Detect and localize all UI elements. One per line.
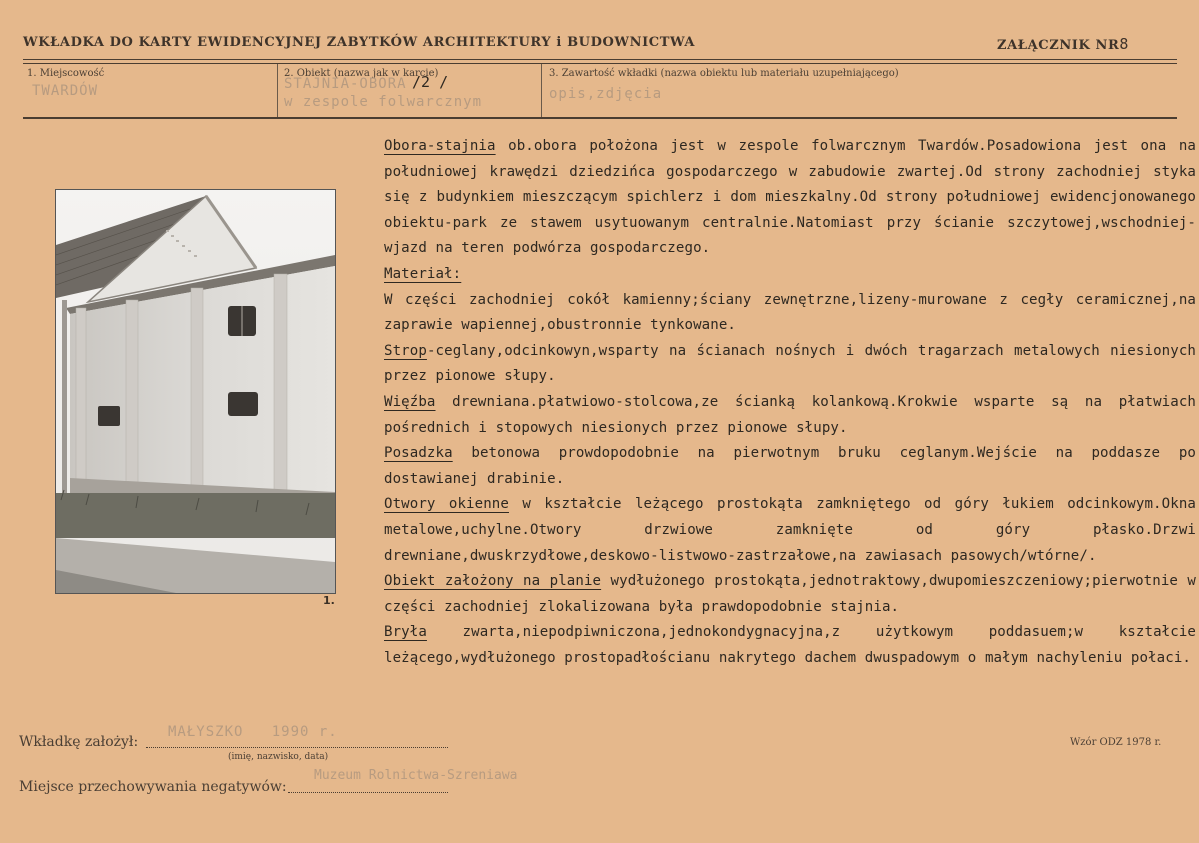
paragraph xyxy=(384,492,1196,569)
locality-label: 1. Miejscowość xyxy=(27,68,105,79)
paragraph-heading: Obiekt założony na planie xyxy=(384,573,602,590)
paragraph-text: -ceglany,odcinkowyn,wsparty na ścianach nośnych i dwóch tragarzach metalowych niesionych przez pionowe słupy. xyxy=(384,342,1196,385)
paragraph xyxy=(384,569,1196,620)
locality-value: TWARDÓW xyxy=(32,83,99,99)
paragraph-text: wydłużonego prostokąta,jednotraktowy,dwupomieszczeniowy;pierwotnie w części zachodniej zlokalizowana była prawdopodobnie stajnia. xyxy=(384,573,1196,615)
object-value-2: w zespole folwarcznym xyxy=(284,94,483,110)
author-value: MAŁYSZKO 1990 r. xyxy=(168,724,338,740)
contents-value: opis,zdjęcia xyxy=(549,86,663,102)
paragraph xyxy=(384,620,1196,671)
paragraph xyxy=(384,288,1196,339)
paragraph xyxy=(384,262,1196,288)
paragraph-heading: Strop xyxy=(384,342,427,359)
author-hint: (imię, nazwisko, data) xyxy=(228,752,329,762)
object-number: /2 / xyxy=(412,73,449,91)
description-text xyxy=(384,134,1196,671)
paragraph-text: W części zachodniej cokół kamienny;ściany zewnętrzne,lizeny-murowane z cegły ceramicznej,na zaprawie wapiennej,obustronnie tynkowane. xyxy=(384,291,1196,334)
attachment-label-text: ZAŁĄCZNIK NR xyxy=(997,38,1120,53)
fields-rule xyxy=(23,117,1177,119)
form-code: Wzór ODZ 1978 r. xyxy=(1070,737,1162,748)
paragraph xyxy=(384,134,1196,262)
building-photo xyxy=(55,189,336,594)
paragraph-text: zwarta,niepodpiwniczona,jednokondygnacyjna,z użytkowym poddasuem;w kształcie leżącego,wydłużonego prostopadłościanu nakrytego dachem dwuspadowym o małym nachyleniu połaci. xyxy=(384,624,1196,666)
object-label: 2. Obiekt (nazwa jak w karcie) xyxy=(284,68,439,79)
negatives-dotted-line xyxy=(288,792,448,793)
paragraph-text: w kształcie leżącego prostokąta zamkniętego od góry łukiem odcinkowym.Okna metalowe,uchylne.Otwory drzwiowe zamknięte od góry płasko.Drzwi drewniane,dwuskrzydłowe,deskowo-listwowo-zastrzałowe,na zawiasach pasowych/wtórne/. xyxy=(384,496,1196,564)
paragraph-heading: Bryła xyxy=(384,624,427,641)
negatives-value: Muzeum Rolnictwa-Szreniawa xyxy=(314,768,518,783)
paragraph-heading: Obora-stajnia xyxy=(384,138,496,154)
paragraph-text: betonowa prowdopodobnie na pierwotnym bruku ceglanym.Wejście na poddasze po dostawianej drabinie. xyxy=(384,445,1196,487)
contents-label: 3. Zawartość wkładki (nazwa obiektu lub materiału uzupełniającego) xyxy=(549,68,899,79)
attachment-number: 8 xyxy=(1119,35,1130,53)
paragraph xyxy=(384,441,1196,492)
form-title: WKŁADKA DO KARTY EWIDENCYJNEJ ZABYTKÓW ARCHITEKTURY i BUDOWNICTWA xyxy=(23,35,696,50)
paragraph-text: drewniana.płatwiowo-stolcowa,ze ścianką kolankową.Krokwie wsparte są na płatwiach pośrednich i stopowych niesionych przez pionowe słupy. xyxy=(384,393,1196,436)
header-rule xyxy=(23,59,1177,64)
field-divider-2 xyxy=(541,64,542,117)
paragraph xyxy=(384,339,1196,390)
photo-number: 1. xyxy=(323,594,335,607)
paragraph-heading: Posadzka xyxy=(384,445,453,462)
paragraph-heading: Otwory okienne xyxy=(384,496,509,513)
negatives-label: Miejsce przechowywania negatywów: xyxy=(19,779,287,795)
paragraph-heading: Materiał: xyxy=(384,265,462,282)
author-dotted-line xyxy=(146,747,448,748)
paragraph xyxy=(384,390,1196,441)
attachment-label xyxy=(997,35,1129,53)
paragraph-heading: Więźba xyxy=(384,393,436,410)
field-divider-1 xyxy=(277,64,278,117)
author-label: Wkładkę założył: xyxy=(19,734,139,750)
paragraph-text: ob.obora położona jest w zespole folwarcznym Twardów.Posadowiona jest ona na południowej krawędzi dziedzińca gospodarczego w zabudowie zwartej.Od strony zachodniej styka się z budynkiem mieszczącym spichlerz i dom mieszkalny.Od strony południowej ewidencjonowanego obiektu-park ze stawem usytuowanym centralnie.Natomiast przy ścianie szczytowej,wschodniej-wjazd na teren podwórza gospodarczego. xyxy=(384,138,1196,257)
object-value-1: STAJNIA-OBORA xyxy=(284,76,407,92)
barn-photo-illustration xyxy=(56,190,335,593)
